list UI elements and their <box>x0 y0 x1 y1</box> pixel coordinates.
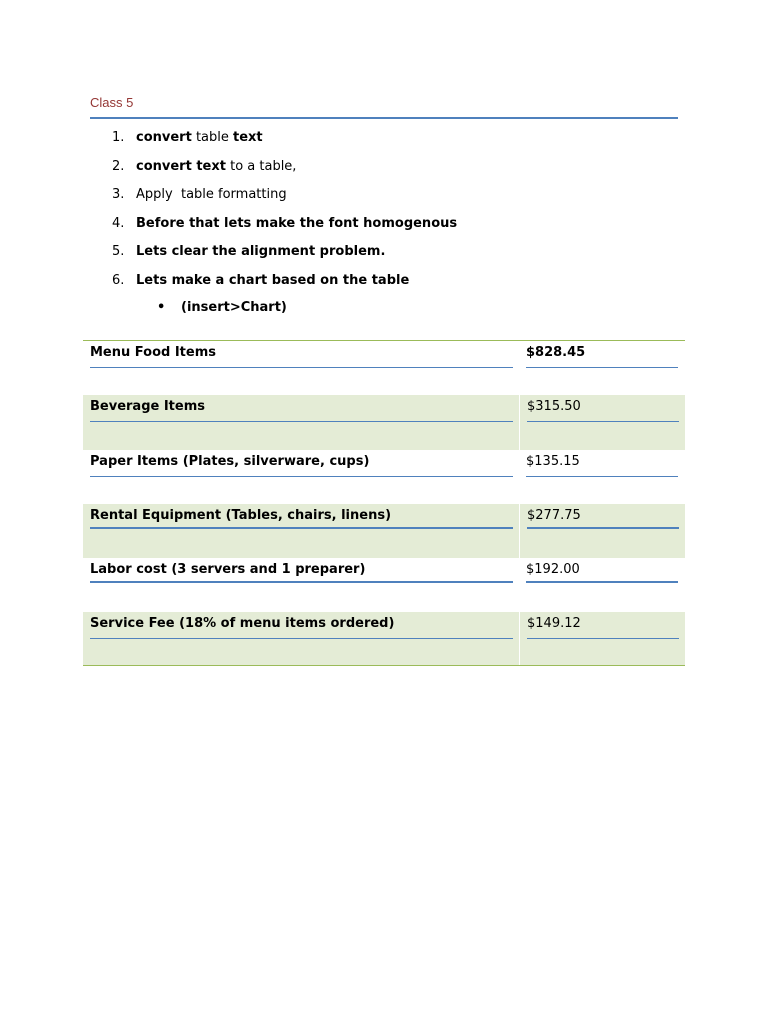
table-row <box>83 558 685 612</box>
cost-cell <box>519 450 685 504</box>
item-field[interactable]: Menu Food Items <box>90 341 513 368</box>
item-cell <box>83 450 519 504</box>
item-cell <box>83 395 519 450</box>
step-number: 4. <box>112 215 125 231</box>
item-field[interactable]: Service Fee (18% of menu items ordered) <box>90 612 513 639</box>
cost-table <box>83 340 685 666</box>
step-item <box>112 186 672 215</box>
step-text-part: table <box>191 130 234 145</box>
item-cell <box>83 612 519 665</box>
cost-field[interactable]: $149.12 <box>527 612 679 639</box>
section-heading <box>90 95 678 119</box>
step-text-part: Apply table formatting <box>136 187 287 202</box>
table-row <box>83 450 685 504</box>
cost-field[interactable]: $828.45 <box>526 341 678 368</box>
cost-cell <box>519 341 685 395</box>
step-item <box>112 243 672 272</box>
cost-field[interactable]: $315.50 <box>527 395 679 422</box>
item-cell <box>83 341 519 395</box>
step-item <box>112 215 672 244</box>
step-number: 5. <box>112 244 125 259</box>
cost-cell <box>519 395 685 450</box>
cost-field[interactable]: $135.15 <box>526 450 678 477</box>
step-text-part: Before that lets make the font homogenous <box>136 215 458 231</box>
table-row <box>83 504 685 558</box>
step-number: 2. <box>112 158 125 174</box>
item-field[interactable]: Rental Equipment (Tables, chairs, linens) <box>90 504 513 529</box>
bullet-marker: • <box>157 300 166 315</box>
step-text-part: to a table, <box>225 158 297 174</box>
item-field[interactable]: Paper Items (Plates, silverware, cups) <box>90 450 513 477</box>
heading-text: Class 5 <box>90 95 134 110</box>
step-item <box>112 129 672 158</box>
table-row <box>83 395 685 450</box>
cost-field[interactable]: $192.00 <box>526 558 678 583</box>
item-field[interactable]: Labor cost (3 servers and 1 preparer) <box>90 558 513 583</box>
step-number: 6. <box>112 272 125 288</box>
sub-bullet-text: (insert>Chart) <box>181 300 287 315</box>
cost-cell <box>519 558 685 612</box>
sub-bullet <box>157 299 287 317</box>
step-text-part: text <box>233 130 263 145</box>
step-number: 3. <box>112 187 125 202</box>
step-text-part: convert <box>136 130 192 145</box>
step-text-part: Lets clear the alignment problem. <box>136 244 386 259</box>
step-text-part: convert text <box>136 158 226 174</box>
step-item <box>112 158 672 187</box>
step-text-part: Lets make a chart based on the table <box>136 272 410 288</box>
step-item <box>112 272 672 301</box>
item-cell <box>83 558 519 612</box>
item-cell <box>83 504 519 558</box>
cost-field[interactable]: $277.75 <box>527 504 679 529</box>
table-row <box>83 612 685 665</box>
item-field[interactable]: Beverage Items <box>90 395 513 422</box>
table-row <box>83 341 685 395</box>
cost-cell <box>519 504 685 558</box>
steps-list <box>112 129 672 300</box>
cost-cell <box>519 612 685 665</box>
step-number: 1. <box>112 130 125 145</box>
